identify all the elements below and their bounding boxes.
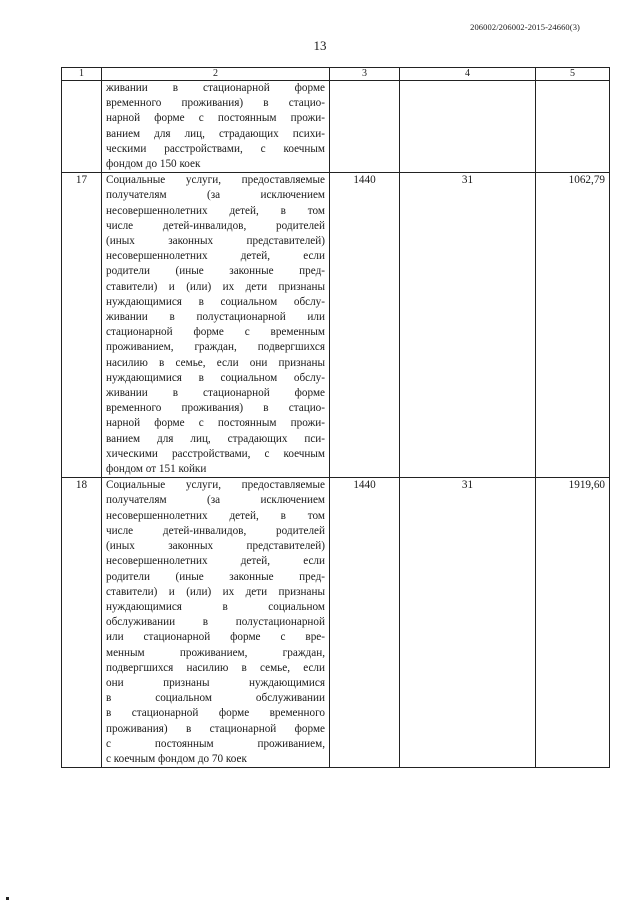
description-line: получателям (за исключением: [106, 189, 325, 202]
description-line: несовершеннолетних детей, в том: [106, 509, 325, 522]
column-header-4: 4: [400, 68, 536, 81]
description-line: несовершеннолетних детей, если: [106, 250, 325, 263]
description-line: Социальные услуги, предоставляемые: [106, 174, 325, 187]
description-line: ставители) и (или) их дети признаны: [106, 585, 325, 598]
description-line: с постоянным проживанием,: [106, 737, 325, 750]
description-line: (иных законных представителей): [106, 235, 325, 248]
description-line: подвергшихся насилию в семье, если: [106, 661, 325, 674]
description-line: Социальные услуги, предоставляемые: [106, 479, 325, 492]
description-line: временного проживания) в стацио-: [106, 97, 325, 110]
description-line: нарной форме с постоянным прожи-: [106, 417, 325, 430]
description-line: нуждающимися в социальном обслу-: [106, 295, 325, 308]
column-5-value: 1062,79: [536, 173, 610, 478]
scan-mark: [6, 897, 9, 900]
document-id: 206002/206002-2015-24660(3): [470, 22, 580, 32]
column-4-value: 31: [400, 478, 536, 768]
row-number: 17: [62, 173, 102, 478]
description-line: живании в стационарной форме: [106, 82, 325, 94]
description-line: фондом от 151 койки: [106, 463, 207, 476]
column-3-value: 1440: [330, 173, 400, 478]
column-3-value: [330, 81, 400, 173]
description-line: хическими расстройствами, с коечным: [106, 447, 325, 460]
description-line: нарной форме с постоянным прожи-: [106, 112, 325, 125]
description-line: в социальном обслуживании: [106, 692, 325, 705]
column-3-value: 1440: [330, 478, 400, 768]
description-line: в стационарной форме временного: [106, 707, 325, 720]
table-body: [62, 68, 610, 768]
page-number: 13: [313, 38, 327, 53]
column-header-1: 1: [62, 68, 102, 81]
description-line: (иных законных представителей): [106, 540, 325, 553]
column-header-2: 2: [102, 68, 330, 81]
column-header-3: 3: [330, 68, 400, 81]
description-line: насилию в семье, если они признаны: [106, 356, 325, 369]
description-line: несовершеннолетних детей, если: [106, 555, 325, 568]
description-line: числе детей-инвалидов, родителей: [106, 524, 325, 537]
description-line: обслуживании в полустационарной: [106, 616, 325, 629]
description-line: родители (иные законные пред-: [106, 265, 325, 278]
description-line: стационарной форме с временным: [106, 326, 325, 339]
description-line: проживания) в стационарной форме: [106, 722, 325, 735]
description-line: нуждающимися в социальном: [106, 600, 325, 613]
column-4-value: 31: [400, 173, 536, 478]
table-row: [62, 173, 610, 478]
description-line: живании в стационарной форме: [106, 387, 325, 400]
description-line: ческими расстройствами, с коечным: [106, 142, 325, 155]
description-line: числе детей-инвалидов, родителей: [106, 219, 325, 232]
table-row: [62, 478, 610, 768]
service-description: [102, 81, 330, 173]
description-line: ставители) и (или) их дети признаны: [106, 280, 325, 293]
column-5-value: [536, 81, 610, 173]
description-line: ванием для лиц, страдающих психи-: [106, 127, 325, 140]
column-number-row: [62, 68, 610, 81]
description-line: или стационарной форме с вре-: [106, 631, 325, 644]
description-line: несовершеннолетних детей, в том: [106, 204, 325, 217]
row-number: 18: [62, 478, 102, 768]
description-line: получателям (за исключением: [106, 494, 325, 507]
column-5-value: 1919,60: [536, 478, 610, 768]
column-4-value: [400, 81, 536, 173]
description-line: они признаны нуждающимися: [106, 676, 325, 689]
description-line: временного проживания) в стацио-: [106, 402, 325, 415]
service-description: [102, 173, 330, 478]
table-row: [62, 81, 610, 173]
column-header-5: 5: [536, 68, 610, 81]
description-line: ванием для лиц, страдающих пси-: [106, 432, 325, 445]
description-line: менным проживанием, граждан,: [106, 646, 325, 659]
description-line: живании в полустационарной или: [106, 311, 325, 324]
service-description: [102, 478, 330, 768]
description-line: проживанием, граждан, подвергшихся: [106, 341, 325, 354]
description-line: с коечным фондом до 70 коек: [106, 752, 247, 765]
description-line: фондом до 150 коек: [106, 158, 201, 171]
services-table: [61, 67, 610, 768]
description-line: родители (иные законные пред-: [106, 570, 325, 583]
row-number: [62, 81, 102, 173]
description-line: нуждающимися в социальном обслу-: [106, 371, 325, 384]
